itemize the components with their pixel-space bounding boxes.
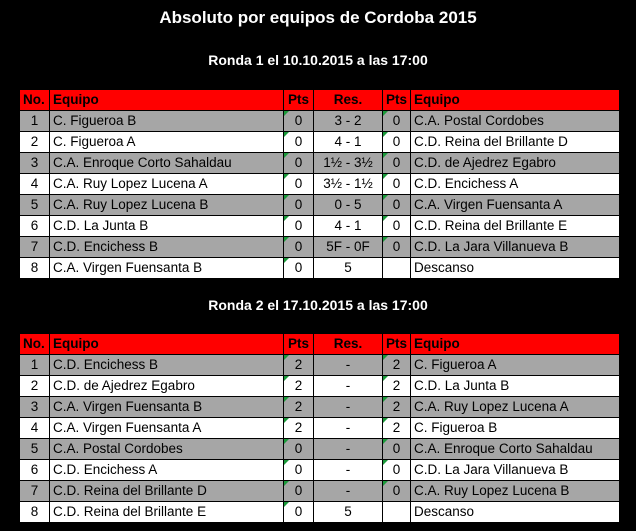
- table-row: [20, 237, 620, 258]
- away-points: 2: [383, 397, 411, 418]
- match-result: -: [314, 376, 383, 397]
- away-team: Descanso: [411, 258, 620, 279]
- header-result: Res.: [314, 334, 383, 355]
- board-number: 1: [20, 111, 50, 132]
- table-row: [20, 502, 620, 523]
- header-home-pts: Pts: [284, 90, 314, 111]
- board-number: 4: [20, 174, 50, 195]
- board-number: 2: [20, 132, 50, 153]
- board-number: 6: [20, 460, 50, 481]
- header-away-pts: Pts: [383, 334, 411, 355]
- round-2-title: Ronda 2 el 17.10.2015 a las 17:00: [208, 297, 428, 313]
- match-result: -: [314, 481, 383, 502]
- match-result: 1½ - 3½: [314, 153, 383, 174]
- away-points: 0: [383, 174, 411, 195]
- table-row: [20, 460, 620, 481]
- match-result: -: [314, 439, 383, 460]
- away-points: 2: [383, 418, 411, 439]
- away-team: C.D. Reina del Brillante D: [411, 132, 620, 153]
- table-row: [20, 195, 620, 216]
- home-points: 0: [284, 502, 314, 523]
- match-result: -: [314, 460, 383, 481]
- match-result: 3 - 2: [314, 111, 383, 132]
- away-team: C.D. Reina del Brillante E: [411, 216, 620, 237]
- home-points: 2: [284, 355, 314, 376]
- home-points: 0: [284, 195, 314, 216]
- match-result: -: [314, 397, 383, 418]
- away-points: 0: [383, 216, 411, 237]
- table-row: [20, 153, 620, 174]
- board-number: 7: [20, 237, 50, 258]
- home-team: C.A. Ruy Lopez Lucena B: [50, 195, 284, 216]
- header-no: No.: [20, 90, 50, 111]
- away-team: C.D. de Ajedrez Egabro: [411, 153, 620, 174]
- board-number: 1: [20, 355, 50, 376]
- home-points: 0: [284, 258, 314, 279]
- home-points: 0: [284, 111, 314, 132]
- home-points: 2: [284, 418, 314, 439]
- header-away-pts: Pts: [383, 90, 411, 111]
- table-row: [20, 258, 620, 279]
- away-team: C.A. Ruy Lopez Lucena B: [411, 481, 620, 502]
- table-row: [20, 355, 620, 376]
- match-result: 0 - 5: [314, 195, 383, 216]
- header-away-team: Equipo: [411, 334, 620, 355]
- home-points: 0: [284, 460, 314, 481]
- match-result: 3½ - 1½: [314, 174, 383, 195]
- away-points: 0: [383, 481, 411, 502]
- away-team: C. Figueroa A: [411, 355, 620, 376]
- away-team: C.D. La Jara Villanueva B: [411, 237, 620, 258]
- away-team: C.A. Ruy Lopez Lucena A: [411, 397, 620, 418]
- home-points: 0: [284, 153, 314, 174]
- home-team: C.A. Virgen Fuensanta A: [50, 418, 284, 439]
- table-row: [20, 132, 620, 153]
- table-row: [20, 418, 620, 439]
- home-points: 0: [284, 237, 314, 258]
- away-points: 2: [383, 355, 411, 376]
- match-result: 4 - 1: [314, 216, 383, 237]
- away-points: [383, 258, 411, 279]
- away-points: 0: [383, 460, 411, 481]
- page-title: Absoluto por equipos de Cordoba 2015: [159, 8, 477, 27]
- home-team: C.D. Encichess A: [50, 460, 284, 481]
- match-result: -: [314, 418, 383, 439]
- away-points: 0: [383, 439, 411, 460]
- home-points: 0: [284, 481, 314, 502]
- round-1-title: Ronda 1 el 10.10.2015 a las 17:00: [208, 52, 428, 68]
- home-points: 0: [284, 439, 314, 460]
- header-away-team: Equipo: [411, 90, 620, 111]
- home-team: C.D. La Junta B: [50, 216, 284, 237]
- board-number: 2: [20, 376, 50, 397]
- away-points: 0: [383, 111, 411, 132]
- table-row: [20, 439, 620, 460]
- board-number: 4: [20, 418, 50, 439]
- header-home-pts: Pts: [284, 334, 314, 355]
- home-points: 0: [284, 216, 314, 237]
- away-team: C.D. La Jara Villanueva B: [411, 460, 620, 481]
- home-team: C.D. de Ajedrez Egabro: [50, 376, 284, 397]
- home-team: C.A. Enroque Corto Sahaldau: [50, 153, 284, 174]
- home-team: C.D. Encichess B: [50, 355, 284, 376]
- away-team: C.A. Postal Cordobes: [411, 111, 620, 132]
- match-result: -: [314, 355, 383, 376]
- home-team: C.A. Virgen Fuensanta B: [50, 397, 284, 418]
- table-row: [20, 216, 620, 237]
- match-result: 4 - 1: [314, 132, 383, 153]
- home-points: 0: [284, 174, 314, 195]
- away-points: 0: [383, 237, 411, 258]
- away-team: Descanso: [411, 502, 620, 523]
- board-number: 6: [20, 216, 50, 237]
- board-number: 7: [20, 481, 50, 502]
- away-points: 2: [383, 376, 411, 397]
- home-points: 2: [284, 397, 314, 418]
- board-number: 8: [20, 502, 50, 523]
- round-1-table: [19, 89, 620, 279]
- away-points: 0: [383, 153, 411, 174]
- board-number: 3: [20, 153, 50, 174]
- round-2-table: [19, 333, 620, 523]
- home-team: C.A. Virgen Fuensanta B: [50, 258, 284, 279]
- board-number: 8: [20, 258, 50, 279]
- table-row: [20, 481, 620, 502]
- board-number: 5: [20, 439, 50, 460]
- table-row: [20, 376, 620, 397]
- away-team: C.A. Enroque Corto Sahaldau: [411, 439, 620, 460]
- match-result: 5F - 0F: [314, 237, 383, 258]
- table-header: [20, 334, 620, 355]
- away-team: C. Figueroa B: [411, 418, 620, 439]
- table-row: [20, 174, 620, 195]
- header-no: No.: [20, 334, 50, 355]
- away-points: [383, 502, 411, 523]
- home-team: C. Figueroa B: [50, 111, 284, 132]
- away-team: C.D. La Junta B: [411, 376, 620, 397]
- board-number: 5: [20, 195, 50, 216]
- away-points: 0: [383, 195, 411, 216]
- away-team: C.A. Virgen Fuensanta A: [411, 195, 620, 216]
- home-team: C.D. Encichess B: [50, 237, 284, 258]
- home-points: 2: [284, 376, 314, 397]
- home-team: C.A. Postal Cordobes: [50, 439, 284, 460]
- home-team: C.D. Reina del Brillante E: [50, 502, 284, 523]
- home-team: C.A. Ruy Lopez Lucena A: [50, 174, 284, 195]
- home-points: 0: [284, 132, 314, 153]
- away-points: 0: [383, 132, 411, 153]
- away-team: C.D. Encichess A: [411, 174, 620, 195]
- table-row: [20, 397, 620, 418]
- header-result: Res.: [314, 90, 383, 111]
- board-number: 3: [20, 397, 50, 418]
- table-header: [20, 90, 620, 111]
- match-result: 5: [314, 258, 383, 279]
- home-team: C. Figueroa A: [50, 132, 284, 153]
- header-home-team: Equipo: [50, 90, 284, 111]
- table-row: [20, 111, 620, 132]
- header-home-team: Equipo: [50, 334, 284, 355]
- home-team: C.D. Reina del Brillante D: [50, 481, 284, 502]
- match-result: 5: [314, 502, 383, 523]
